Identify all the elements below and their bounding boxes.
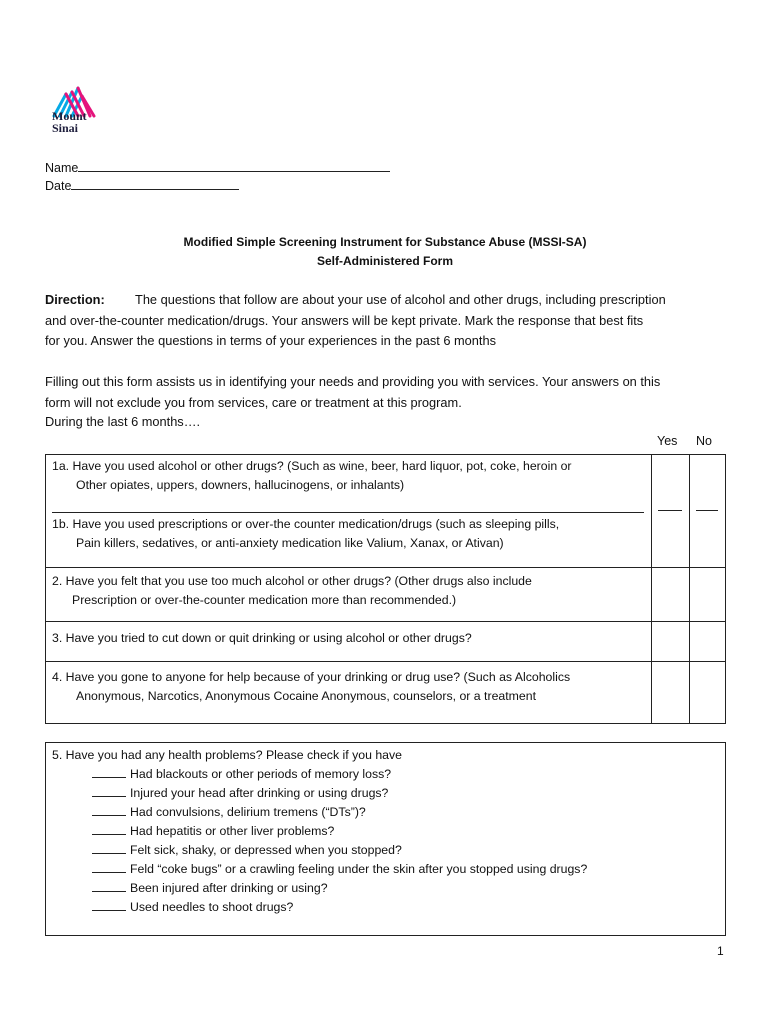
health-problem-checkbox[interactable] (92, 872, 126, 873)
name-label: Name (45, 161, 79, 175)
health-problem-item (92, 784, 388, 803)
question-1b-line-2: Pain killers, sedatives, or anti-anxiety medication like Valium, Xanax, or Ativan) (76, 536, 504, 550)
health-problem-label: Felt sick, shaky, or depressed when you stopped? (130, 843, 402, 857)
question-1-separator (52, 512, 644, 513)
logo-line-1: Mount (52, 109, 87, 123)
intro-block (45, 372, 725, 431)
health-problem-item (92, 860, 587, 879)
health-problem-item (92, 841, 402, 860)
question-5-prompt: 5. Have you had any health problems? Please check if you have (52, 748, 402, 762)
health-problem-item (92, 765, 391, 784)
health-problem-label: Had hepatitis or other liver problems? (130, 824, 335, 838)
intro-line-2: form will not exclude you from services, care or treatment at this program. (45, 394, 462, 410)
question-2-line-2: Prescription or over-the-counter medication more than recommended.) (72, 593, 457, 607)
question-1b-line-1: 1b. Have you used prescriptions or over-the counter medication/drugs (such as sleeping pills, (52, 517, 560, 531)
intro-line-1: Filling out this form assists us in identifying your needs and providing you with services. Your answers on this (45, 374, 661, 389)
health-problem-label: Used needles to shoot drugs? (130, 900, 294, 914)
intro-line-3: During the last 6 months…. (45, 414, 201, 429)
direction-block (45, 290, 725, 352)
health-problem-label: Had blackouts or other periods of memory loss? (130, 767, 392, 781)
health-problem-checkbox[interactable] (92, 853, 126, 854)
question-1a-line-1: 1a. Have you used alcohol or other drugs? (Such as wine, beer, hard liquor, pot, coke, heroin or (52, 459, 572, 473)
question-4-line-2: Anonymous, Narcotics, Anonymous Cocaine Anonymous, counselors, or a treatment (76, 689, 536, 703)
form-subtitle: Self-Administered Form (316, 254, 454, 268)
name-blank[interactable] (78, 171, 390, 172)
question-3: 3. Have you tried to cut down or quit drinking or using alcohol or other drugs? (52, 631, 472, 645)
no-column-divider (689, 455, 690, 723)
no-column-header: No (696, 434, 712, 448)
health-problem-item (92, 879, 328, 898)
yes-column-header: Yes (657, 434, 678, 448)
health-problem-checkbox[interactable] (92, 815, 126, 816)
question-1-yes-answer[interactable] (658, 510, 682, 511)
health-problem-checkbox[interactable] (92, 777, 126, 778)
date-field[interactable] (45, 178, 239, 195)
page-number: 1 (717, 944, 724, 958)
row-divider-2 (46, 621, 725, 622)
health-problem-label: Had convulsions, delirium tremens (“DTs”)? (130, 805, 366, 819)
yes-column-divider (651, 455, 652, 723)
health-problem-label: Feld “coke bugs” or a crawling feeling under the skin after you stopped using drugs? (130, 862, 588, 876)
direction-text-2: and over-the-counter medication/drugs. Your answers will be kept private. Mark the response that best fits (45, 312, 644, 328)
question-1a-line-2: Other opiates, uppers, downers, hallucinogens, or inhalants) (76, 478, 405, 492)
name-field[interactable] (45, 160, 390, 177)
health-problem-checkbox[interactable] (92, 834, 126, 835)
health-problem-checkbox[interactable] (92, 910, 126, 911)
question-2-line-1: 2. Have you felt that you use too much alcohol or other drugs? (Other drugs also include (52, 574, 532, 588)
form-title: Modified Simple Screening Instrument for Substance Abuse (MSSI-SA) (183, 235, 587, 249)
logo-line-2: Sinai (52, 121, 79, 135)
health-problem-label: Injured your head after drinking or using drugs? (130, 786, 389, 800)
row-divider-1 (46, 567, 725, 568)
question-4-line-1: 4. Have you gone to anyone for help because of your drinking or drug use? (Such as Alcoholics (52, 670, 571, 684)
date-blank[interactable] (71, 189, 239, 190)
health-problem-item (92, 803, 366, 822)
direction-label: Direction: (45, 292, 105, 307)
question-1-no-answer[interactable] (696, 510, 718, 511)
health-problem-item (92, 898, 293, 917)
row-divider-3 (46, 661, 725, 662)
health-problem-label: Been injured after drinking or using? (130, 881, 328, 895)
health-problem-item (92, 822, 334, 841)
health-problem-checkbox[interactable] (92, 796, 126, 797)
questions-table (45, 454, 726, 724)
direction-text-1: The questions that follow are about your use of alcohol and other drugs, including prescription (135, 292, 666, 307)
direction-text-3: for you. Answer the questions in terms of your experiences in the past 6 months (45, 333, 496, 348)
health-problem-checkbox[interactable] (92, 891, 126, 892)
date-label: Date (45, 179, 72, 193)
logo-wordmark (52, 110, 87, 134)
